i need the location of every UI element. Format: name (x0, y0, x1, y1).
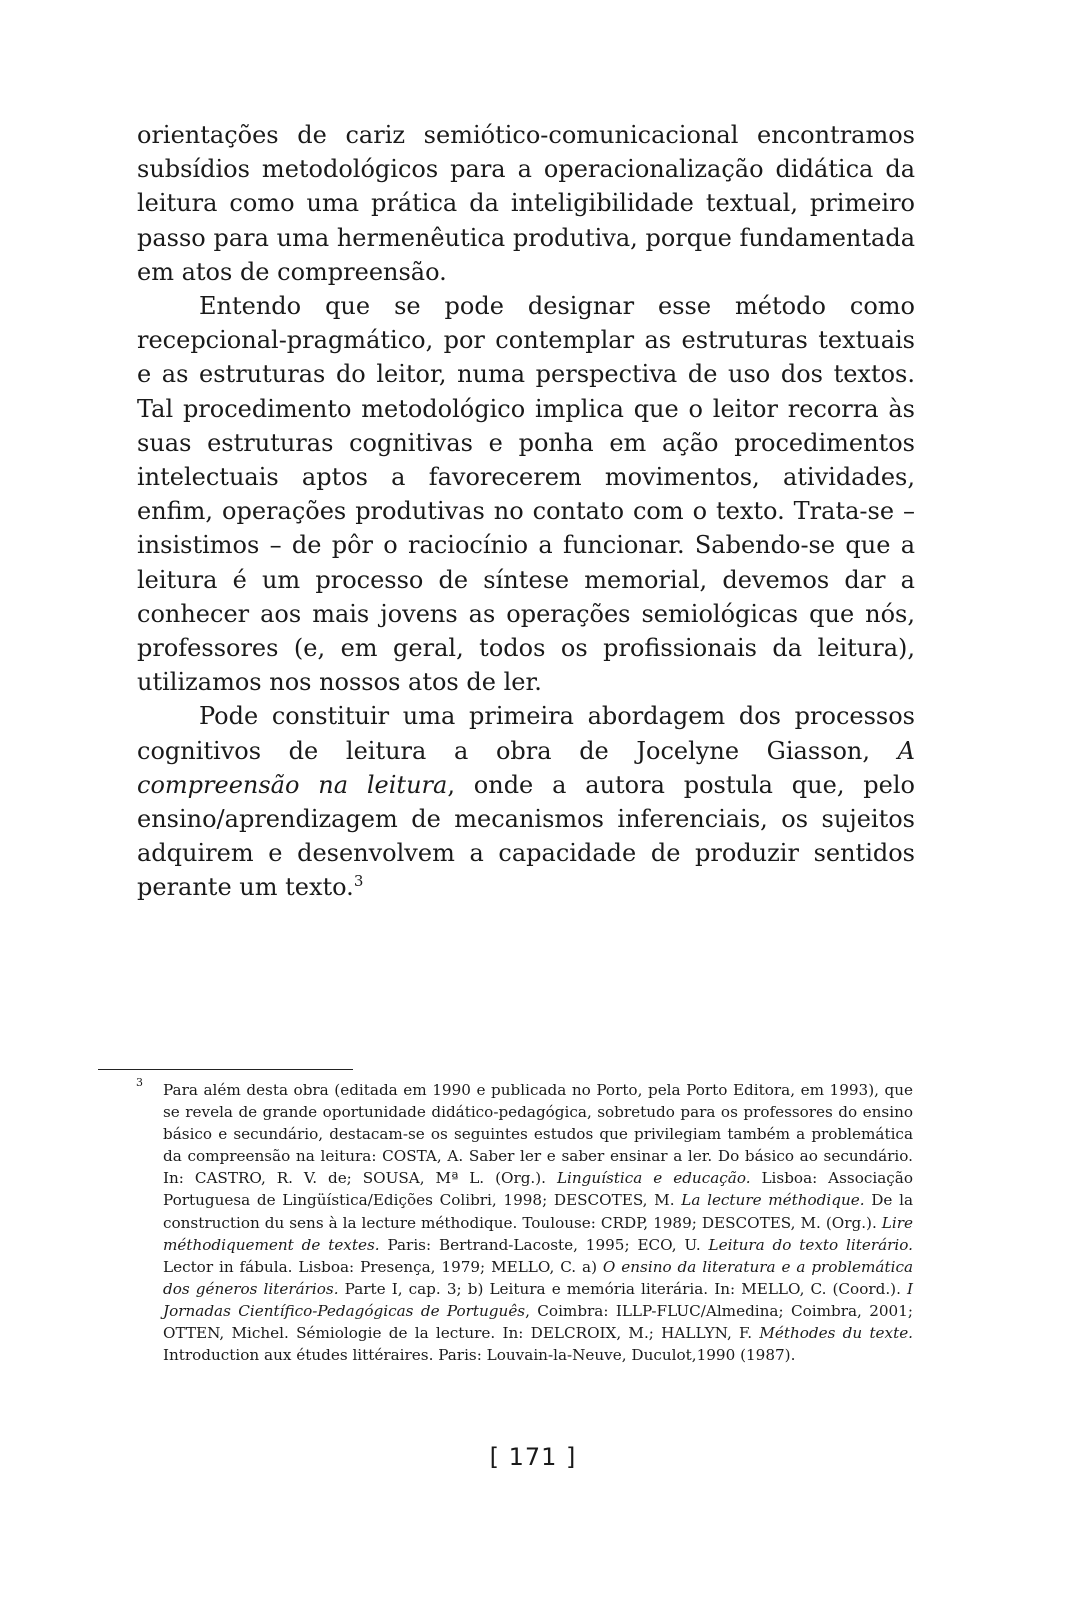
paragraph-3: Pode constituir uma primeira abordagem dos processos cognitivos de leitura a obra de Jocelyne Giasson, A compreensão na leitura, onde a autora postula que, pelo ensino/aprendizagem de mecanismos inferenciais, os sujeitos adquirem e desenvolvem a capacidade de produzir sentidos perante um texto.$^3$ (137, 702, 915, 902)
paragraph-2: Entendo que se pode designar esse método como recepcional-pragmático, por contemplar as estruturas textuais e as estruturas do leitor, numa perspectiva de uso dos textos. Tal procedimento metodológico implica que o leitor recorra às suas estruturas cognitivas e ponha em ação procedimentos intelectuais aptos a favorecerem movimentos, atividades, enfim, operações produtivas no contato com o texto. Trata-se – insistimos – de pôr o raciocínio a funcionar. Sabendo-se que a leitura é um processo de síntese memorial, devemos dar a conhecer aos mais jovens as operações semiológicas que nós, professores (e, em geral, todos os profissionais da leitura), utilizamos nos nossos atos de ler. (137, 292, 915, 697)
main-text (137, 118, 915, 905)
footnote-mark: 3 (136, 1076, 143, 1089)
footnote-text: Para além desta obra (editada em 1990 e publicada no Porto, pela Porto Editora, em 1993), que se revela de grande oportunidade didático-pedagógica, sobretudo para os professores do ensino básico e secundário, destacam-se os seguintes estudos que privilegiam também a problemática da compreensão na leitura: COSTA, A. Saber ler e saber ensinar a ler. Do básico ao secundário. In: CASTRO, R. V. de; SOUSA, Mª L. (Org.). Linguística e educação. Lisboa: Associação Portuguesa de Lingüística/Edições Colibri, 1998; DESCOTES, M. La lecture méthodique. De la construction du sens à la lecture méthodique. Toulouse: CRDP, 1989; DESCOTES, M. (Org.). Lire méthodiquement de textes. Paris: Bertrand-Lacoste, 1995; ECO, U. Leitura do texto literário. Lector in fábula. Lisboa: Presença, 1979; MELLO, C. a) O ensino da literatura e a problemática dos géneros literários. Parte I, cap. 3; b) Leitura e memória literária. In: MELLO, C. (Coord.). I Jornadas Científico-Pedagógicas de Português, Coimbra: ILLP-FLUC/Almedina; Coimbra, 2001; OTTEN, Michel. Sémiologie de la lecture. In: DELCROIX, M.; HALLYN, F. Méthodes du texte. Introduction aux études littéraires. Paris: Louvain-la-Neuve, Duculot,1990 (1987). (163, 1081, 914, 1365)
page-number: [ 171 ] (489, 1443, 577, 1471)
book-title: A compreensão na leitura (137, 736, 915, 799)
paragraph-1: orientações de cariz semiótico-comunicacional encontramos subsídios metodológicos para a operacionalização didática da leitura como uma prática da inteligibilidade textual, primeiro passo para uma hermenêutica produtiva, porque fundamentada em atos de compreensão. (137, 121, 915, 286)
footnote-divider (98, 1069, 353, 1070)
footnote-reference[interactable]: 3 (353, 872, 364, 891)
